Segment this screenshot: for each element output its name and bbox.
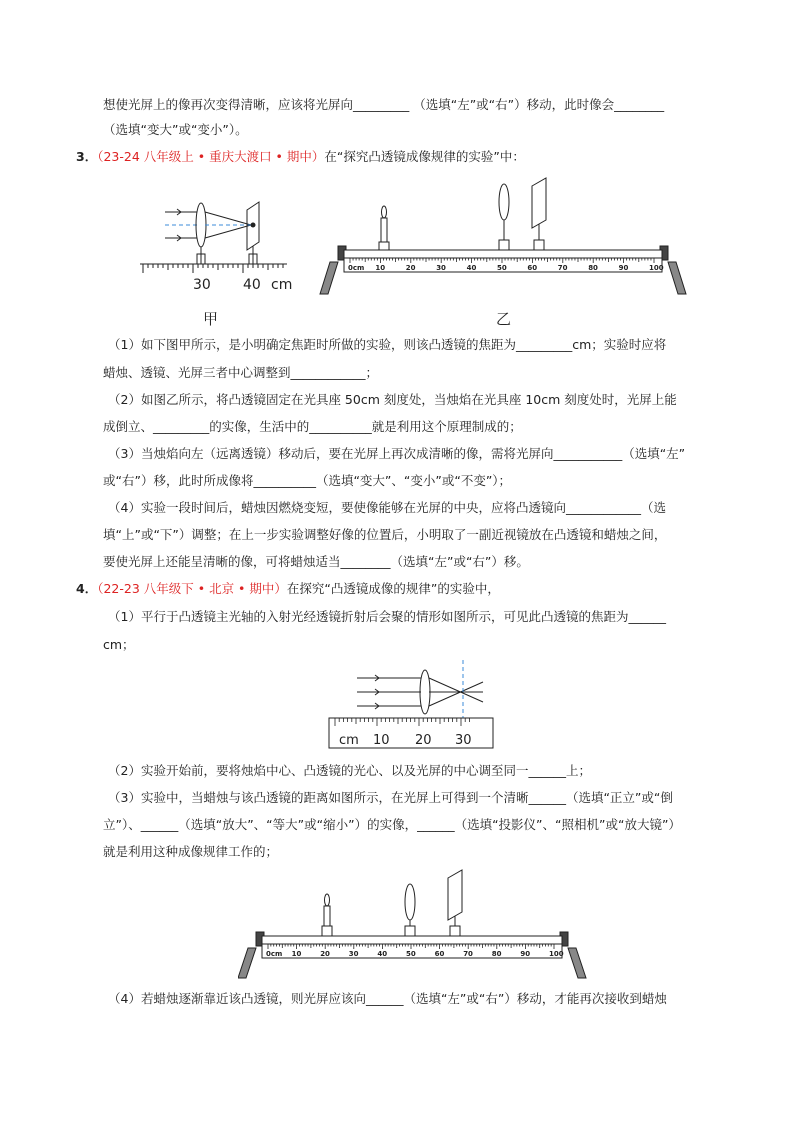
bench-ruler-unit: 0cm: [266, 950, 283, 958]
figure-focus: [325, 660, 497, 752]
jia-tick-40: 40: [243, 277, 261, 293]
bench-ruler-label: 30: [348, 950, 359, 958]
bench-ruler-label: 80: [588, 264, 598, 272]
q3-p4-a: （4）实验一段时间后，蜡烛因燃烧变短，要使像能够在光屏的中央，应将凸透镜向____________（选: [108, 500, 666, 515]
q3-number: 3．: [76, 149, 98, 164]
q4-source: （22-23 八年级下 • 北京 • 期中）: [97, 581, 287, 596]
lens-icon-focus: [420, 670, 430, 714]
bench-ruler-label: 20: [405, 264, 416, 272]
screen-icon-q4: [448, 870, 462, 920]
bench-ruler-label: 90: [618, 264, 629, 272]
focus-tick-20: 20: [415, 733, 432, 748]
q4-number: 4．: [76, 581, 98, 596]
q4-p3-b: 立”）、______（选填“放大”、“等大”或“缩小”）的实像，______（选填“投影仪”、“照相机”或“放大镜”）: [103, 817, 681, 832]
q4-header: [76, 580, 500, 598]
focus-unit: cm: [339, 733, 359, 748]
bench-ruler-unit: 0cm: [348, 264, 365, 272]
bench-ruler-label: 80: [491, 950, 502, 958]
bench-ruler-label: 90: [520, 950, 531, 958]
bench-ruler-label: 100: [649, 264, 664, 272]
q3-p1-a: （1）如下图甲所示，是小明确定焦距时所做的实验，则该凸透镜的焦距为_________cm；实验时应将: [108, 337, 667, 352]
q2-text-line2: （选填“变大”或“变小”）。: [103, 122, 248, 137]
bench-ruler-label: 20: [320, 950, 330, 958]
focus-tick-10: 10: [373, 733, 390, 748]
q3-p3-a: （3）当烛焰向左（远离透镜）移动后，要在光屏上再次成清晰的像，需将光屏向___________（选填“左”: [108, 446, 686, 461]
bench-ruler-label: 70: [557, 264, 568, 272]
candle-icon-q4: [324, 906, 330, 928]
bench-ruler-label: 50: [406, 950, 416, 958]
q4-p3-c: 就是利用这种成像规律工作的；: [103, 844, 279, 859]
jia-tick-30: 30: [193, 277, 211, 293]
bench-ruler-label: 60: [527, 264, 538, 272]
q3-p2-b: 成倒立、_________的实像，生活中的__________就是利用这个原理制成的；: [103, 419, 522, 434]
jia-unit: cm: [271, 277, 293, 293]
lens-icon-yi: [499, 184, 509, 220]
bench-ruler-label: 70: [463, 950, 473, 958]
candle-icon: [381, 218, 387, 244]
bench-ruler-label: 40: [377, 950, 388, 958]
jia-caption: 甲: [203, 310, 219, 328]
bench-ruler-label: 30: [436, 264, 446, 272]
focus-tick-30: 30: [455, 733, 472, 748]
bench-ruler-label: 60: [434, 950, 445, 958]
q4-p3-a: （3）实验中，当蜡烛与该凸透镜的距离如图所示，在光屏上可得到一个清晰______（选填“正立”或“倒: [108, 790, 673, 805]
q2-text-line1: 想使光屏上的像再次变得清晰，应该将光屏向_________ （选填“左”或“右”）移动，此时像会________: [103, 97, 665, 112]
q3-p3-b: 或“右”）移，此时所成像将__________（选填“变大”、“变小”或“不变”）；: [103, 473, 512, 488]
q3-p4-c: 要使光屏上还能呈清晰的像，可将蜡烛适当________（选填“左”或“右”）移。: [103, 554, 529, 569]
bench-ruler-label: 10: [375, 264, 386, 272]
bench-ruler-label: 100: [549, 950, 564, 958]
screen-icon-yi: [532, 178, 546, 228]
lens-icon-q4: [405, 884, 415, 920]
figure-bench-q4: [238, 868, 590, 980]
bench-ruler-label: 10: [291, 950, 302, 958]
q3-header: [76, 148, 525, 166]
yi-caption: 乙: [496, 310, 512, 328]
q4-stem: 在探究“凸透镜成像的规律”的实验中，: [286, 581, 500, 596]
q4-p1-a: （1）平行于凸透镜主光轴的入射光经透镜折射后会聚的情形如图所示，可见此凸透镜的焦距为______: [108, 609, 666, 624]
bench-ruler-label: 40: [466, 264, 477, 272]
flame-icon-q4: [325, 894, 330, 906]
q3-p1-b: 蜡烛、透镜、光屏三者中心调整到____________；: [103, 365, 379, 380]
q3-p4-b: 填“上”或“下”）调整；在上一步实验调整好像的位置后，小明取了一副近视镜放在凸透镜和蜡烛之间，: [103, 527, 667, 542]
figure-jia: [135, 172, 295, 332]
q3-p2-a: （2）如图乙所示，将凸透镜固定在光具座 50cm 刻度处，当烛焰在光具座 10cm 刻度处时，光屏上能: [108, 392, 677, 407]
figure-yi: [318, 172, 690, 332]
bench-ruler-label: 50: [497, 264, 507, 272]
q4-p2: （2）实验开始前，要将烛焰中心、凸透镜的光心、以及光屏的中心调至同一______上；: [108, 763, 591, 778]
q4-p1-b: cm；: [103, 637, 135, 652]
flame-icon: [382, 206, 387, 218]
q4-p4-a: （4）若蜡烛逐渐靠近该凸透镜，则光屏应该向______（选填“左”或“右”）移动，才能再次接收到蜡烛: [108, 991, 667, 1006]
q3-source: （23-24 八年级上 • 重庆大渡口 • 期中）: [97, 149, 325, 164]
q3-stem: 在“探究凸透镜成像规律的实验”中：: [324, 149, 525, 164]
lens-icon: [196, 203, 206, 247]
